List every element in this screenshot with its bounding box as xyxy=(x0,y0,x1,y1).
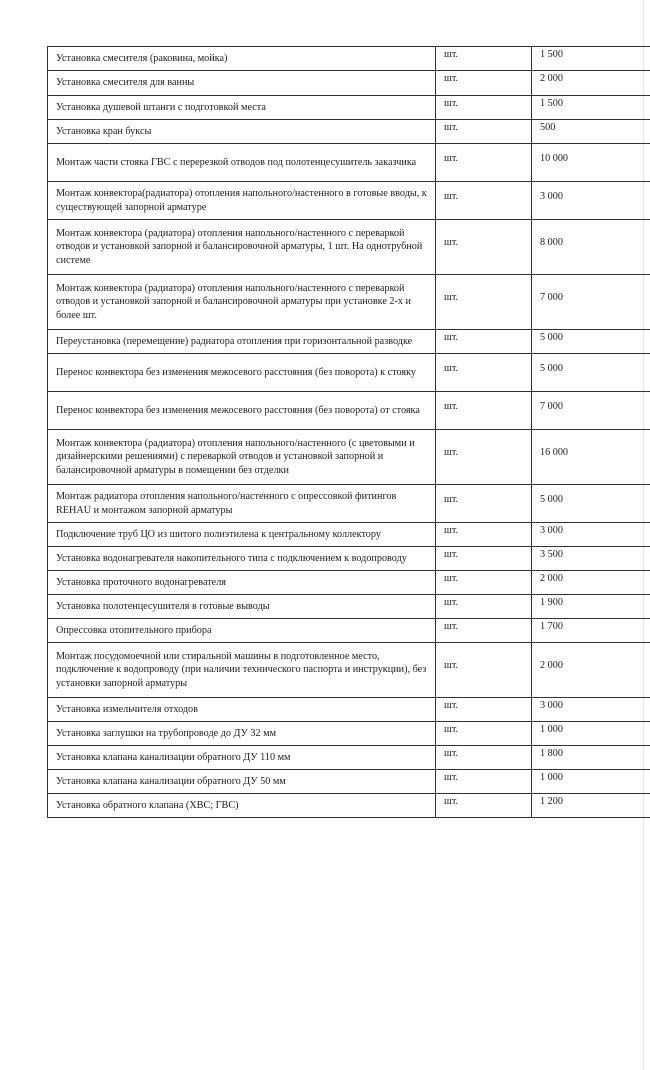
unit-cell xyxy=(436,523,532,547)
unit-cell xyxy=(436,794,532,818)
unit-cell-text: шт. xyxy=(444,190,459,202)
unit-cell xyxy=(436,47,532,71)
price-cell xyxy=(532,354,650,392)
price-cell xyxy=(532,47,650,71)
price-cell xyxy=(532,220,650,275)
unit-cell xyxy=(436,485,532,523)
unit-cell xyxy=(436,547,532,571)
price-cell xyxy=(532,794,650,818)
unit-cell xyxy=(436,96,532,120)
service-name-cell: Установка обратного клапана (ХВС; ГВС) xyxy=(48,794,436,818)
table-row xyxy=(48,746,650,770)
price-cell xyxy=(532,619,650,643)
service-name-cell: Установка проточного водонагревателя xyxy=(48,571,436,595)
table-row xyxy=(48,71,650,96)
price-cell-text: 3 000 xyxy=(540,524,563,536)
unit-cell-text: шт. xyxy=(444,400,459,412)
service-name-cell: Монтаж конвектора (радиатора) отопления напольного/настенного (с цветовыми и дизайнерскими решениями) с переваркой отводов и установкой запорной и балансировочной арматуры в помещении без отделки xyxy=(48,430,436,485)
table-row xyxy=(48,275,650,330)
unit-cell xyxy=(436,144,532,182)
service-name-cell: Установка клапана канализации обратного ДУ 110 мм xyxy=(48,746,436,770)
unit-cell xyxy=(436,770,532,794)
unit-cell xyxy=(436,643,532,698)
price-cell-text: 5 000 xyxy=(540,331,563,343)
unit-cell-text: шт. xyxy=(444,362,459,374)
table-row xyxy=(48,523,650,547)
table-row xyxy=(48,220,650,275)
price-cell-text: 2 000 xyxy=(540,572,563,584)
unit-cell xyxy=(436,746,532,770)
table-row xyxy=(48,643,650,698)
price-cell-text: 3 000 xyxy=(540,699,563,711)
unit-cell xyxy=(436,220,532,275)
service-name-cell: Переустановка (перемещение) радиатора отопления при горизонтальной разводке xyxy=(48,330,436,354)
service-name-cell: Опрессовка отопительного прибора xyxy=(48,619,436,643)
unit-cell-text: шт. xyxy=(444,447,459,459)
unit-cell-text: шт. xyxy=(444,723,459,735)
service-name-cell: Установка заглушки на трубопроводе до ДУ 32 мм xyxy=(48,722,436,746)
price-cell xyxy=(532,698,650,722)
table-row xyxy=(48,595,650,619)
service-name-cell: Монтаж конвектора (радиатора) отопления напольного/настенного с переваркой отводов и установкой запорной и балансировочной арматуры, 1 шт. На однотрубной системе xyxy=(48,220,436,275)
unit-cell xyxy=(436,354,532,392)
unit-cell xyxy=(436,120,532,144)
unit-cell-text: шт. xyxy=(444,493,459,505)
unit-cell-text: шт. xyxy=(444,596,459,608)
price-cell xyxy=(532,392,650,430)
unit-cell xyxy=(436,275,532,330)
price-cell xyxy=(532,144,650,182)
price-cell-text: 1 000 xyxy=(540,723,563,735)
table-row xyxy=(48,392,650,430)
price-cell-text: 16 000 xyxy=(540,447,569,459)
table-row xyxy=(48,96,650,120)
price-cell xyxy=(532,571,650,595)
unit-cell xyxy=(436,698,532,722)
price-cell xyxy=(532,330,650,354)
table-row xyxy=(48,144,650,182)
price-cell-text: 1 500 xyxy=(540,48,563,60)
service-name-cell: Установка душевой штанги с подготовкой места xyxy=(48,96,436,120)
unit-cell-text: шт. xyxy=(444,292,459,304)
unit-cell xyxy=(436,182,532,220)
price-cell-text: 10 000 xyxy=(540,152,569,164)
unit-cell xyxy=(436,430,532,485)
price-cell-text: 1 700 xyxy=(540,620,563,632)
price-cell-text: 2 000 xyxy=(540,660,563,672)
service-name-cell: Установка клапана канализации обратного ДУ 50 мм xyxy=(48,770,436,794)
unit-cell xyxy=(436,595,532,619)
service-name-cell: Монтаж радиатора отопления напольного/настенного с опрессовкой фитингов REHAU и монтажом запорной арматуры xyxy=(48,485,436,523)
unit-cell-text: шт. xyxy=(444,699,459,711)
price-cell xyxy=(532,71,650,96)
table-row xyxy=(48,698,650,722)
price-cell xyxy=(532,182,650,220)
table-row xyxy=(48,430,650,485)
service-name-cell: Установка кран буксы xyxy=(48,120,436,144)
unit-cell xyxy=(436,571,532,595)
price-cell-text: 5 000 xyxy=(540,493,563,505)
table-row xyxy=(48,47,650,71)
price-cell-text: 1 500 xyxy=(540,97,563,109)
table-row xyxy=(48,794,650,818)
unit-cell-text: шт. xyxy=(444,572,459,584)
unit-cell-text: шт. xyxy=(444,620,459,632)
price-cell-text: 2 000 xyxy=(540,73,563,85)
price-cell xyxy=(532,523,650,547)
service-name-cell: Установка смесителя (раковина, мойка) xyxy=(48,47,436,71)
price-cell xyxy=(532,722,650,746)
price-cell xyxy=(532,485,650,523)
price-cell-text: 5 000 xyxy=(540,362,563,374)
unit-cell-text: шт. xyxy=(444,97,459,109)
price-table xyxy=(47,46,650,818)
unit-cell xyxy=(436,619,532,643)
price-cell-text: 3 000 xyxy=(540,190,563,202)
price-cell-text: 500 xyxy=(540,121,556,133)
table-row xyxy=(48,770,650,794)
unit-cell-text: шт. xyxy=(444,121,459,133)
price-cell-text: 1 000 xyxy=(540,771,563,783)
price-cell-text: 8 000 xyxy=(540,237,563,249)
price-cell-text: 3 500 xyxy=(540,548,563,560)
service-name-cell: Установка полотенцесушителя в готовые выводы xyxy=(48,595,436,619)
service-name-cell: Установка измельчителя отходов xyxy=(48,698,436,722)
table-row xyxy=(48,547,650,571)
unit-cell xyxy=(436,392,532,430)
price-cell-text: 1 200 xyxy=(540,795,563,807)
unit-cell-text: шт. xyxy=(444,48,459,60)
price-cell xyxy=(532,96,650,120)
price-cell xyxy=(532,547,650,571)
unit-cell-text: шт. xyxy=(444,524,459,536)
unit-cell-text: шт. xyxy=(444,660,459,672)
service-name-cell: Перенос конвектора без изменения межосевого расстояния (без поворота) от стояка xyxy=(48,392,436,430)
price-cell xyxy=(532,120,650,144)
unit-cell xyxy=(436,722,532,746)
table-row xyxy=(48,182,650,220)
service-name-cell: Установка смесителя для ванны xyxy=(48,71,436,96)
unit-cell-text: шт. xyxy=(444,548,459,560)
unit-cell-text: шт. xyxy=(444,771,459,783)
unit-cell-text: шт. xyxy=(444,237,459,249)
service-name-cell: Подключение труб ЦО из шитого полиэтилена к центральному коллектору xyxy=(48,523,436,547)
table-row xyxy=(48,120,650,144)
price-cell-text: 7 000 xyxy=(540,400,563,412)
service-name-cell: Монтаж части стояка ГВС с перерезкой отводов под полотенцесушитель заказчика xyxy=(48,144,436,182)
table-row xyxy=(48,571,650,595)
service-name-cell: Установка водонагревателя накопительного типа с подключением к водопроводу xyxy=(48,547,436,571)
unit-cell-text: шт. xyxy=(444,152,459,164)
price-cell-text: 1 900 xyxy=(540,596,563,608)
price-cell xyxy=(532,643,650,698)
price-cell-text: 7 000 xyxy=(540,292,563,304)
service-name-cell: Монтаж конвектора (радиатора) отопления напольного/настенного с переваркой отводов и установкой запорной и балансировочной арматуры при установке 2-х и более шт. xyxy=(48,275,436,330)
table-row xyxy=(48,722,650,746)
price-cell xyxy=(532,595,650,619)
unit-cell xyxy=(436,71,532,96)
unit-cell-text: шт. xyxy=(444,73,459,85)
price-cell xyxy=(532,746,650,770)
unit-cell-text: шт. xyxy=(444,747,459,759)
table-row xyxy=(48,485,650,523)
unit-cell xyxy=(436,330,532,354)
price-cell-text: 1 800 xyxy=(540,747,563,759)
price-cell xyxy=(532,770,650,794)
service-name-cell: Монтаж конвектора(радиатора) отопления напольного/настенного в готовые вводы, к существующей запорной арматуре xyxy=(48,182,436,220)
table-body xyxy=(48,47,650,818)
service-name-cell: Перенос конвектора без изменения межосевого расстояния (без поворота) к стояку xyxy=(48,354,436,392)
price-cell xyxy=(532,430,650,485)
unit-cell-text: шт. xyxy=(444,331,459,343)
table-row xyxy=(48,619,650,643)
table-row xyxy=(48,354,650,392)
service-name-cell: Монтаж посудомоечной или стиральной машины в подготовленное место, подключение к водопроводу (при наличии технического паспорта и инструкции), без установки запорной арматуры xyxy=(48,643,436,698)
table-row xyxy=(48,330,650,354)
unit-cell-text: шт. xyxy=(444,795,459,807)
price-cell xyxy=(532,275,650,330)
